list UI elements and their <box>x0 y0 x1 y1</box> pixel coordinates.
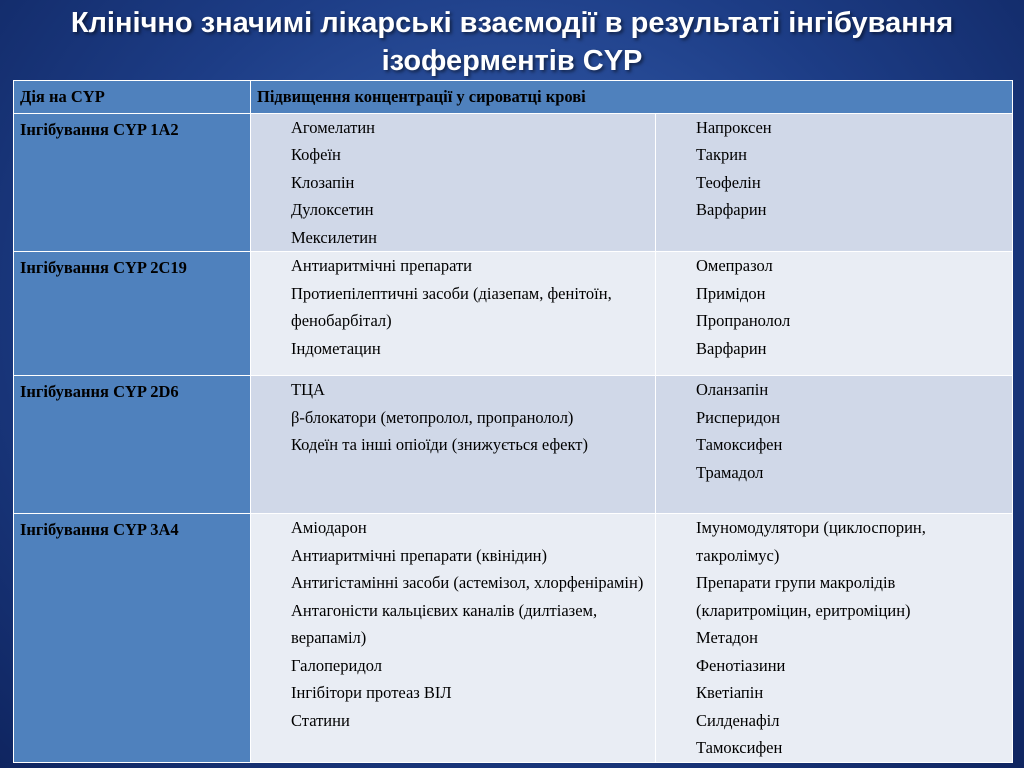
drug-item: Омепразол <box>696 256 773 275</box>
drug-item: Дулоксетин <box>291 200 374 219</box>
drug-item: Кветіапін <box>696 683 764 702</box>
header-serum-concentration: Підвищення концентрації у сироватці крові <box>251 81 1013 114</box>
drug-item: Клозапін <box>291 172 355 192</box>
drug-item: Оланзапін <box>696 380 769 399</box>
drug-item: Примідон <box>696 283 766 303</box>
drug-item: Інгібітори протеаз ВІЛ <box>291 683 452 702</box>
table-row <box>14 376 1013 514</box>
header-cyp-action: Дія на CYP <box>14 81 251 114</box>
table-row <box>14 514 1013 763</box>
row-action: Інгібування CYP 2C19 <box>14 252 251 376</box>
row-action: Інгібування CYP 3A4 <box>14 514 251 763</box>
drug-item: Силденафіл <box>696 710 780 730</box>
drugs-right-cell <box>656 252 1013 376</box>
drug-item: Аміодарон <box>291 518 367 537</box>
drug-item: Теофелін <box>696 172 761 192</box>
drug-item: β-блокатори (метопролол, пропранолол) <box>291 407 574 427</box>
drug-item: Статини <box>291 710 350 730</box>
drug-item: Антиаритмічні препарати <box>291 256 473 275</box>
drug-item: Препарати групи макролідів (кларитроміцин, еритроміцин) <box>696 573 911 620</box>
drug-item: Антигістамінні засоби (астемізол, хлорфенірамін) <box>291 573 644 592</box>
drug-item: Антиаритмічні препарати (квінідин) <box>291 545 547 565</box>
drug-item: Кодеїн та інші опіоїди (знижується ефект) <box>291 435 588 454</box>
drug-item: Рисперидон <box>696 407 781 427</box>
drug-item: Метадон <box>696 628 758 647</box>
drug-item: Мексилетин <box>291 227 377 247</box>
drug-item: Такрин <box>696 145 747 164</box>
drug-item: Напроксен <box>696 117 772 137</box>
drugs-left-cell <box>251 376 656 514</box>
slide-title: Клінічно значимі лікарські взаємодії в результаті інгібування ізоферментів CYP <box>70 7 954 77</box>
drug-item: Трамадол <box>696 462 764 482</box>
table-row <box>14 113 1013 252</box>
drug-item: Фенотіазини <box>696 655 786 675</box>
drug-item: Тамоксифен <box>696 435 783 454</box>
drug-item: Кофеїн <box>291 145 341 164</box>
drugs-right-cell <box>656 514 1013 763</box>
drug-item: Тамоксифен <box>696 738 783 757</box>
drug-item: Галоперидол <box>291 655 382 675</box>
table-header-row <box>14 81 1013 114</box>
drugs-left-cell <box>251 113 656 252</box>
drugs-left-cell <box>251 514 656 763</box>
drug-item: Варфарин <box>696 338 767 358</box>
drug-item: Антагоністи кальцієвих каналів (дилтіазем, верапаміл) <box>291 600 598 647</box>
drug-item: Пропранолол <box>696 311 791 330</box>
drug-item: Імуномодулятори (циклоспорин, такролімус) <box>696 518 926 565</box>
drug-item: Варфарин <box>696 200 767 219</box>
drug-item: Індометацин <box>291 338 381 358</box>
drugs-left-cell <box>251 252 656 376</box>
cyp-interaction-table <box>13 80 1013 763</box>
drug-item: Агомелатин <box>291 117 375 137</box>
drugs-right-cell <box>656 113 1013 252</box>
drug-item: ТЦА <box>291 380 325 399</box>
row-action: Інгібування CYP 2D6 <box>14 376 251 514</box>
drugs-right-cell <box>656 376 1013 514</box>
drug-item: Протиепілептичні засоби (діазепам, фенітоїн, фенобарбітал) <box>291 283 612 330</box>
row-action: Інгібування CYP 1A2 <box>14 113 251 252</box>
table-row <box>14 252 1013 376</box>
